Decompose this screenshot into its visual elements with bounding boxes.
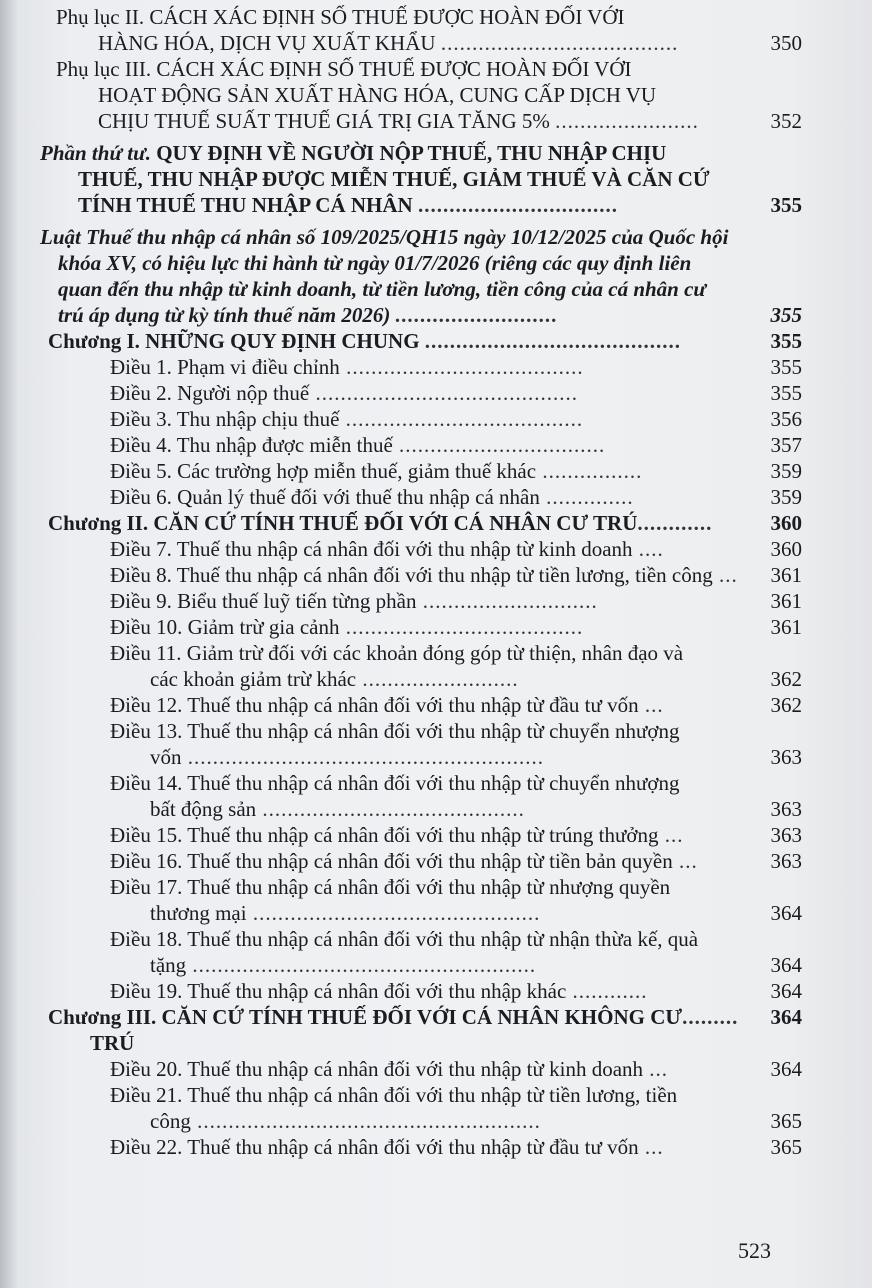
article-title: Điều 12. Thuế thu nhập cá nhân đối với thu nhập từ đầu tư vốn [110, 693, 639, 717]
page-ref: 364 [770, 1005, 802, 1029]
toc-entry-part-4 [40, 140, 802, 218]
toc-article-entry [40, 874, 802, 926]
chapter-title: Chương I. NHỮNG QUY ĐỊNH CHUNG [48, 329, 420, 353]
page-number: 523 [738, 1238, 771, 1263]
page-ref: 361 [770, 589, 802, 613]
toc-entry-appendix-3 [40, 56, 802, 134]
page-ref: 357 [770, 433, 802, 457]
page-ref: 350 [770, 31, 802, 55]
leader-dots: ...................................... [339, 407, 584, 431]
page-ref: 363 [770, 849, 802, 873]
article-title: Điều 11. Giảm trừ đối với các khoản đóng góp từ thiện, nhân đạo và [110, 641, 684, 665]
law-title-cont: quan đến thu nhập từ kinh doanh, từ tiền lương, tiền công của cá nhân cư [58, 277, 707, 301]
article-title: Điều 4. Thu nhập được miễn thuế [110, 433, 393, 457]
entry-text-cont: CHỊU THUẾ SUẤT THUẾ GIÁ TRỊ GIA TĂNG 5% [98, 109, 550, 133]
leader-dots: .... [632, 537, 664, 561]
page-ref: 360 [770, 511, 802, 535]
article-title: Điều 20. Thuế thu nhập cá nhân đối với thu nhập từ kinh doanh [110, 1057, 644, 1081]
entry-text-cont: HÀNG HÓA, DỊCH VỤ XUẤT KHẨU [98, 31, 436, 55]
leader-dots: ......................... [356, 667, 519, 691]
leader-dots: ................................ [417, 193, 618, 217]
chapter-title: Chương III. CĂN CỨ TÍNH THUẾ ĐỐI VỚI CÁ NHÂN KHÔNG CƯ [48, 1005, 683, 1029]
page-ref: 363 [770, 797, 802, 821]
article-title: Điều 9. Biểu thuế luỹ tiến từng phần [110, 589, 417, 613]
toc-article-entry [40, 692, 802, 718]
leader-dots: ...................................... [339, 355, 584, 379]
page-ref: 352 [770, 109, 802, 133]
article-title: Điều 10. Giảm trừ gia cảnh [110, 615, 340, 639]
chapter-3-articles [40, 1056, 802, 1160]
page-ref: 364 [770, 1057, 802, 1081]
leader-dots: .......................... [395, 303, 559, 327]
leader-dots: .............. [539, 485, 634, 509]
toc-article-entry [40, 536, 802, 562]
article-title: Điều 16. Thuế thu nhập cá nhân đối với thu nhập từ tiền bản quyền [110, 849, 673, 873]
article-title: Điều 1. Phạm vi điều chỉnh [110, 355, 340, 379]
toc-entry-chapter-3 [40, 1004, 802, 1056]
chapter-title: Chương II. CĂN CỨ TÍNH THUẾ ĐỐI VỚI CÁ NHÂN CƯ TRÚ [48, 511, 638, 535]
article-title-cont: tặng [150, 953, 187, 977]
article-title-cont: bất động sản [150, 797, 257, 821]
page-ref: 362 [770, 667, 802, 691]
page-ref: 364 [770, 901, 802, 925]
table-of-contents [40, 4, 802, 1160]
page-ref: 363 [770, 745, 802, 769]
leader-dots: .............................................. [246, 901, 541, 925]
article-title: Điều 3. Thu nhập chịu thuế [110, 407, 340, 431]
chapter-2-articles [40, 536, 802, 1004]
article-title: Điều 5. Các trường hợp miễn thuế, giảm thuế khác [110, 459, 537, 483]
article-title: Điều 17. Thuế thu nhập cá nhân đối với thu nhập từ nhượng quyền [110, 875, 671, 899]
leader-dots: ....................................................... [186, 953, 537, 977]
entry-text: Phụ lục II. CÁCH XÁC ĐỊNH SỐ THUẾ ĐƯỢC HOÀN ĐỐI VỚI [56, 5, 625, 29]
law-title-cont: khóa XV, có hiệu lực thi hành từ ngày 01/7/2026 (riêng các quy định liên [58, 251, 692, 275]
page-ref: 362 [770, 693, 802, 717]
article-title: Điều 7. Thuế thu nhập cá nhân đối với thu nhập từ kinh doanh [110, 537, 633, 561]
leader-dots: ... [638, 1135, 664, 1159]
page-ref: 364 [770, 953, 802, 977]
leader-dots: ................ [536, 459, 643, 483]
part-title-cont: TÍNH THUẾ THU NHẬP CÁ NHÂN [78, 193, 413, 217]
page-ref: 359 [770, 459, 802, 483]
chapter-1-articles [40, 354, 802, 510]
article-title: Điều 13. Thuế thu nhập cá nhân đối với thu nhập từ chuyển nhượng [110, 719, 680, 743]
toc-article-entry [40, 380, 802, 406]
article-title-cont: vốn [150, 745, 182, 769]
leader-dots: ......................................................... [181, 745, 544, 769]
page-ref: 355 [770, 303, 802, 327]
leader-dots: ......... [682, 1005, 739, 1029]
toc-article-entry [40, 588, 802, 614]
leader-dots: ... [672, 849, 698, 873]
toc-entry-chapter-2 [40, 510, 802, 536]
article-title: Điều 2. Người nộp thuế [110, 381, 310, 405]
article-title: Điều 6. Quản lý thuế đối với thuế thu nhập cá nhân [110, 485, 540, 509]
toc-article-entry [40, 848, 802, 874]
leader-dots: ....................... [555, 109, 699, 133]
page-ref: 363 [770, 823, 802, 847]
article-title-cont: thương mại [150, 901, 247, 925]
leader-dots: ... [712, 563, 738, 587]
article-title: Điều 15. Thuế thu nhập cá nhân đối với thu nhập từ trúng thưởng [110, 823, 659, 847]
toc-article-entry [40, 770, 802, 822]
toc-article-entry [40, 406, 802, 432]
article-title: Điều 14. Thuế thu nhập cá nhân đối với thu nhập từ chuyển nhượng [110, 771, 680, 795]
toc-article-entry [40, 640, 802, 692]
leader-dots: ................................. [392, 433, 606, 457]
page-ref: 359 [770, 485, 802, 509]
leader-dots: ............................ [416, 589, 598, 613]
page-ref: 361 [770, 563, 802, 587]
chapter-title-cont: TRÚ [90, 1031, 135, 1055]
leader-dots: ....................................................... [190, 1109, 541, 1133]
part-title: QUY ĐỊNH VỀ NGƯỜI NỘP THUẾ, THU NHẬP CHỊU [150, 141, 667, 165]
toc-article-entry [40, 926, 802, 978]
toc-entry-chapter-1 [40, 328, 802, 354]
article-title: Điều 18. Thuế thu nhập cá nhân đối với thu nhập từ nhận thừa kế, quà [110, 927, 699, 951]
article-title: Điều 21. Thuế thu nhập cá nhân đối với thu nhập từ tiền lương, tiền [110, 1083, 678, 1107]
leader-dots: ... [658, 823, 684, 847]
leader-dots: ............ [566, 979, 648, 1003]
leader-dots: ... [638, 693, 664, 717]
page-ref: 361 [770, 615, 802, 639]
part-label: Phần thứ tư. [40, 141, 151, 165]
page-ref: 360 [770, 537, 802, 561]
part-title-cont: THUẾ, THU NHẬP ĐƯỢC MIỄN THUẾ, GIẢM THUẾ VÀ CĂN CỨ [78, 167, 710, 191]
article-title-cont: các khoản giảm trừ khác [150, 667, 357, 691]
leader-dots: ...................................... [339, 615, 584, 639]
leader-dots: ......................................... [424, 329, 682, 353]
law-title-cont: trú áp dụng từ kỳ tính thuế năm 2026) [58, 303, 391, 327]
toc-article-entry [40, 458, 802, 484]
toc-article-entry [40, 822, 802, 848]
law-title: Luật Thuế thu nhập cá nhân số 109/2025/QH15 ngày 10/12/2025 của Quốc hội [40, 225, 729, 249]
page-ref: 364 [770, 979, 802, 1003]
leader-dots: .......................................... [256, 797, 525, 821]
page-ref: 355 [770, 329, 802, 353]
toc-article-entry [40, 354, 802, 380]
entry-text: Phụ lục III. CÁCH XÁC ĐỊNH SỐ THUẾ ĐƯỢC HOÀN ĐỐI VỚI [56, 57, 632, 81]
leader-dots: ............ [637, 511, 713, 535]
article-title: Điều 19. Thuế thu nhập cá nhân đối với thu nhập khác [110, 979, 567, 1003]
page-ref: 365 [770, 1109, 802, 1133]
toc-article-entry [40, 1082, 802, 1134]
toc-article-entry [40, 614, 802, 640]
article-title-cont: công [150, 1109, 191, 1133]
leader-dots: ... [643, 1057, 669, 1081]
toc-article-entry [40, 484, 802, 510]
page-ref: 355 [770, 355, 802, 379]
article-title: Điều 8. Thuế thu nhập cá nhân đối với thu nhập từ tiền lương, tiền công [110, 563, 713, 587]
page-ref: 355 [770, 381, 802, 405]
entry-text-cont: HOẠT ĐỘNG SẢN XUẤT HÀNG HÓA, CUNG CẤP DỊCH VỤ [98, 83, 657, 107]
leader-dots: .......................................... [309, 381, 578, 405]
toc-article-entry [40, 978, 802, 1004]
toc-article-entry [40, 1134, 802, 1160]
toc-article-entry [40, 1056, 802, 1082]
toc-article-entry [40, 718, 802, 770]
toc-article-entry [40, 562, 802, 588]
page-ref: 356 [770, 407, 802, 431]
article-title: Điều 22. Thuế thu nhập cá nhân đối với thu nhập từ đầu tư vốn [110, 1135, 639, 1159]
toc-entry-law [40, 224, 802, 328]
page-ref: 365 [770, 1135, 802, 1159]
page-ref: 355 [770, 193, 802, 217]
toc-article-entry [40, 432, 802, 458]
toc-entry-appendix-2 [40, 4, 802, 56]
leader-dots: ...................................... [440, 31, 679, 55]
